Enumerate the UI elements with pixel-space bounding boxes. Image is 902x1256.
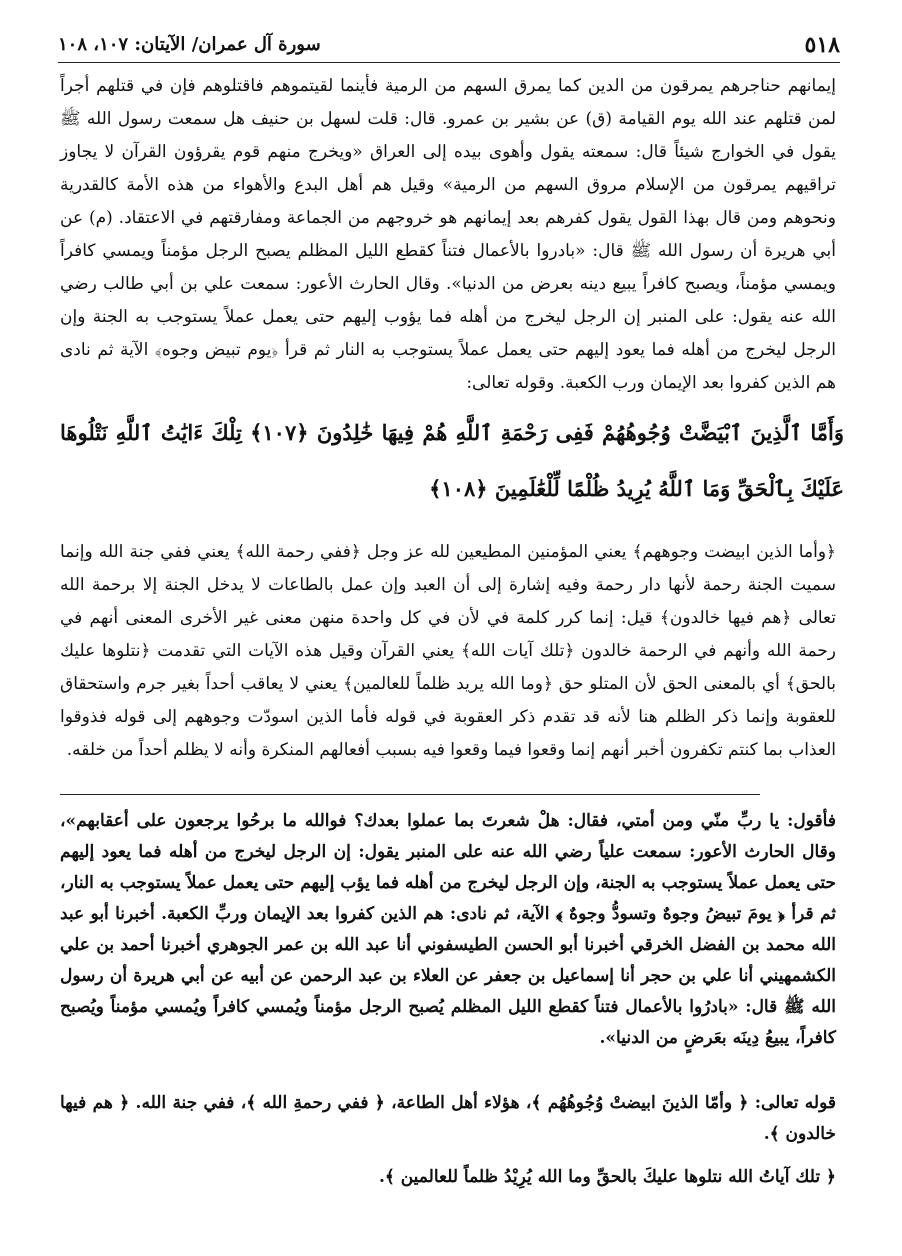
footnote-block-1: فأقول: يا ربِّ منّي ومن أمتي، فقال: هلْ شعرتَ بما عملوا بعدك؟ فوالله ما برحُوا يرجعون على أعقابهم»، وقال الحارث الأعور: سمعت علياً رضي الله عنه على المنبر يقول: إن الرجل ليخرج من أهله فما يعود إليهم حتى يعمل عملاً يستوجب به الجنة، وإن الرجل ليخرج من أهله فما يؤب إليهم حتى يعمل عملاً يستوجب به النار، ثم قرأ ﴿ يومَ تبيضُ وجوهٌ وتسودُّ وجوهٌ ﴾ الآية، ثم نادى: هم الذين كفروا بعد الإيمان وربِّ الكعبة. أخبرنا أبو عبد الله محمد بن الفضل الخرقي أخبرنا أبو الحسن الطيسفوني أنا عبد الله بن عمر الجوهري أخبرنا أحمد بن علي الكشمهيني أنا علي بن حجر أنا إسماعيل بن جعفر عن العلاء بن عبد الرحمن عن أبيه عن أبي هريرة أن رسول الله ﷺ قال: «بادرُوا بالأعمال فتناً كقطع الليل المظلم يُصبح الرجل مؤمناً ويُمسي كافراً ويُمسي مؤمناً ويُصبح كافراً، يبيعُ دِينَه بعَرضٍ من الدنيا». [60, 811, 836, 1048]
commentary-paragraph-1: إيمانهم حناجرهم يمرقون من الدين كما يمرق السهم من الرمية فأينما لقيتموهم فاقتلوهم فإن في قتلهم أجراً لمن قتلهم عند الله يوم القيامة (ق) عن بشير بن عمرو. قال: قلت لسهل بن حنيف هل سمعت رسول الله ﷺ يقول في الخوارج شيئاً قال: سمعته يقول وأهوى بيده إلى العراق «ويخرج منهم قوم يقرؤون القرآن لا يجاوز تراقيهم يمرقون من الإسلام مروق السهم من الرمية» وقيل هم أهل البدع والأهواء من هذه الأمة كالقدرية ونحوهم ومن قال بهذا القول يقول كفرهم بعد إيمانهم هو خروجهم من الجماعة ومفارقتهم في الاعتقاد. (م) عن أبي هريرة أن رسول الله ﷺ قال: «بادروا بالأعمال فتناً كقطع الليل المظلم يصبح الرجل مؤمناً ويمسي كافراً ويمسي مؤمناً، ويصبح كافراً يبيع دينه بعرض من الدنيا». وقال الحارث الأعور: سمعت علي بن أبي طالب رضي الله عنه يقول: على المنبر إن الرجل ليخرج من أهله فما يؤوب إليهم حتى يعمل عملاً يستوجب به الجنة وإن الرجل ليخرج من أهله فما يعود إليهم حتى يعمل عملاً يستوجب به النار ثم قرأ ﴿يوم تبيض وجوه﴾ الآية ثم نادى هم الذين كفروا بعد الإيمان ورب الكعبة. وقوله تعالى: [60, 76, 836, 393]
footnote-block-3: ﴿ تلك آياتُ الله نتلوها عليكَ بالحقِّ وما الله يُرِيْدُ ظلماً للعالمين ﴾. [378, 1167, 836, 1187]
commentary-paragraph-2: ﴿وأما الذين ابيضت وجوههم﴾ يعني المؤمنين المطيعين لله عز وجل ﴿ففي رحمة الله﴾ يعني ففي جنة الله وإنما سميت الجنة رحمة لأنها دار رحمة وفيه إشارة إلى أن العبد وإن عمل بالطاعات لا يدخل الجنة إلا برحمة الله تعالى ﴿هم فيها خالدون﴾ قيل: إنما كرر كلمة في لأن في كل واحدة منهن معنى غير الأخرى المعنى أنهم في رحمة الله وأنهم في الرحمة خالدون ﴿تلك آيات الله﴾ يعني القرآن وقيل هذه الآيات التي تقدمت ﴿نتلوها عليك بالحق﴾ أي بالمعنى الحق لأن المتلو حق ﴿وما الله يريد ظلماً للعالمين﴾ يعني لا يعاقب أحداً بغير جرم واستحقاق للعقوبة وإنما ذكر الظلم هنا لأنه قد تقدم ذكر العقوبة في قوله فأما الذين اسودّت وجوههم إلى قوله فذوقوا العذاب بما كنتم تكفرون أخبر أنهم إنما وقعوا فيما وقعوا فيه بسبب أفعالهم المنكرة وأنه لا يظلم أحداً من خلقه. [60, 542, 836, 760]
footnote-block-2: قوله تعالى: ﴿ وأمّا الذينَ ابيضتْ وُجُوهُهُم ﴾، هؤلاء أهل الطاعة، ﴿ ففي رحمةِ الله ﴾، ففي جنة الله. ﴿ هم فيها خالدون ﴾. [60, 1093, 836, 1144]
running-head: سورة آل عمران/ الآيتان: ١٠٧، ١٠٨ [58, 34, 321, 55]
quran-verse-block: وَأَمَّا ٱلَّذِينَ ٱبْيَضَّتْ وُجُوهُهُمْ فَفِى رَحْمَةِ ٱللَّهِ هُمْ فِيهَا خَٰلِدُونَ ﴿١٠٧﴾ تِلْكَ ءَايَٰتُ ٱللَّهِ نَتْلُوهَا عَلَيْكَ بِٱلْحَقِّ وَمَا ٱللَّهُ يُرِيدُ ظُلْمًا لِّلْعَٰلَمِينَ ﴿١٠٨﴾ [60, 420, 844, 501]
footnote-divider [60, 794, 760, 795]
page-header [58, 28, 840, 63]
page-number: ٥١٨ [804, 32, 840, 58]
